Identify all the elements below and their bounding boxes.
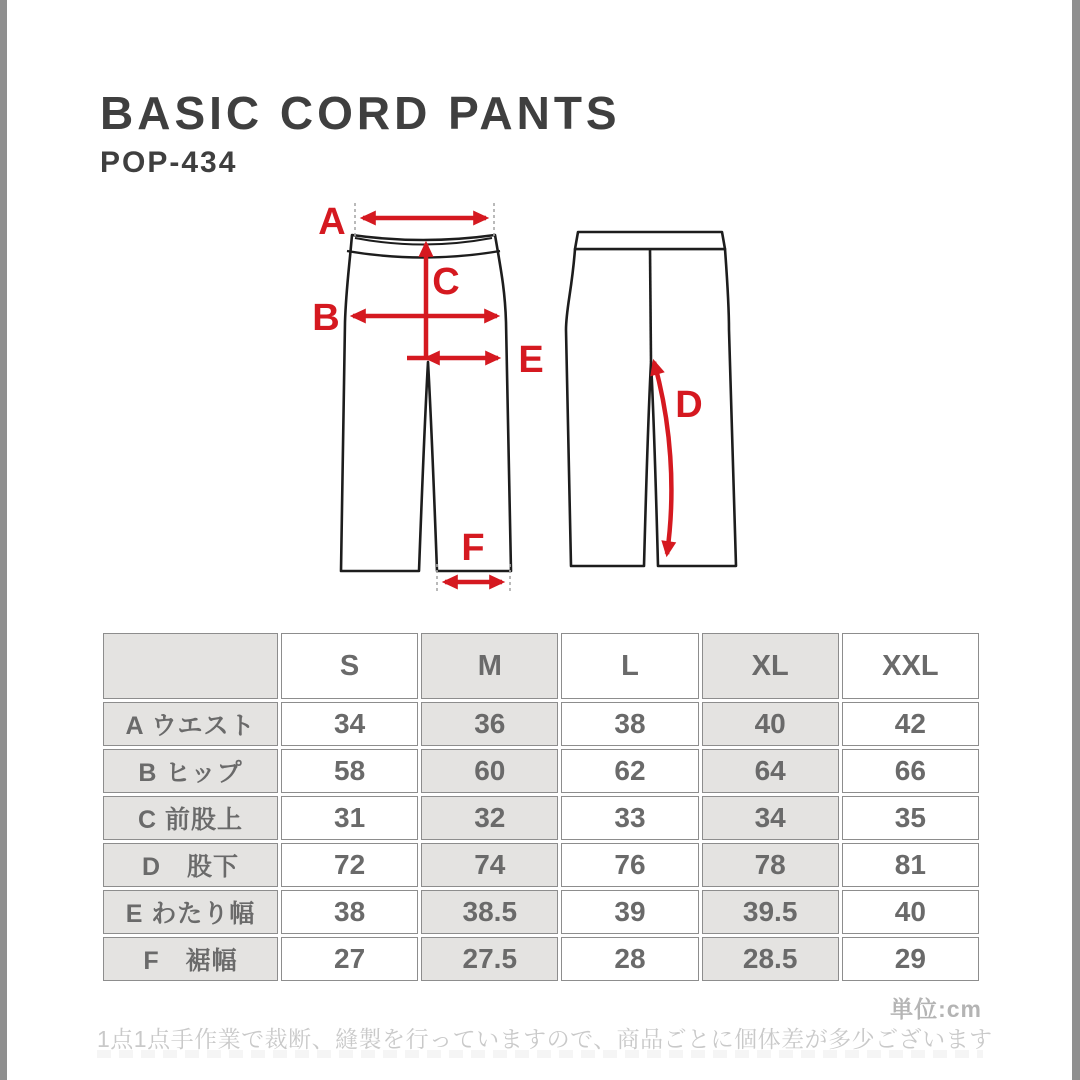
col-header-s: S <box>281 633 418 699</box>
measure-label-e: E <box>518 339 544 381</box>
table-row-inseam <box>103 843 979 887</box>
col-header-xxl: XXL <box>842 633 979 699</box>
size-cell: 32 <box>421 796 558 840</box>
unit-label: 単位:cm <box>890 996 982 1022</box>
row-label-hem-width: F 裾幅 <box>103 937 278 981</box>
size-cell: 28.5 <box>702 937 839 981</box>
pants-back-center-seam <box>650 249 651 362</box>
handmade-note: 1点1点手作業で裁断、縫製を行っていますので、商品ごとに個体差が多少ございます <box>97 1026 993 1052</box>
size-cell: 35 <box>842 796 979 840</box>
size-cell: 40 <box>702 702 839 746</box>
size-cell: 78 <box>702 843 839 887</box>
size-cell: 39.5 <box>702 890 839 934</box>
pants-back-view <box>566 232 736 566</box>
measurement-diagram <box>295 190 765 602</box>
model-number: POP-434 <box>100 146 238 179</box>
size-cell: 76 <box>561 843 698 887</box>
size-cell: 72 <box>281 843 418 887</box>
size-table-corner-cell <box>103 633 278 699</box>
col-header-l: L <box>561 633 698 699</box>
pants-back-waistband <box>575 232 725 249</box>
right-edge-strip <box>1072 0 1080 1080</box>
size-cell: 39 <box>561 890 698 934</box>
size-cell: 36 <box>421 702 558 746</box>
col-header-m: M <box>421 633 558 699</box>
size-cell: 74 <box>421 843 558 887</box>
table-row-thigh-width <box>103 890 979 934</box>
size-cell: 27.5 <box>421 937 558 981</box>
row-label-waist: A ウエスト <box>103 702 278 746</box>
table-row-waist <box>103 702 979 746</box>
table-row-hip <box>103 749 979 793</box>
size-cell: 33 <box>561 796 698 840</box>
size-cell: 81 <box>842 843 979 887</box>
measure-label-d: D <box>675 384 703 426</box>
table-row-front-rise <box>103 796 979 840</box>
page-title: BASIC CORD PANTS <box>100 87 621 139</box>
size-cell: 62 <box>561 749 698 793</box>
row-label-thigh-width: E わたり幅 <box>103 890 278 934</box>
row-label-inseam: D 股下 <box>103 843 278 887</box>
size-cell: 38 <box>561 702 698 746</box>
size-cell: 34 <box>281 702 418 746</box>
left-edge-strip <box>0 0 7 1080</box>
size-cell: 28 <box>561 937 698 981</box>
row-label-front-rise: C 前股上 <box>103 796 278 840</box>
size-cell: 31 <box>281 796 418 840</box>
size-cell: 27 <box>281 937 418 981</box>
size-cell: 29 <box>842 937 979 981</box>
size-table-header-row <box>103 633 979 699</box>
size-cell: 38.5 <box>421 890 558 934</box>
size-cell: 40 <box>842 890 979 934</box>
col-header-xl: XL <box>702 633 839 699</box>
size-cell: 60 <box>421 749 558 793</box>
size-table <box>100 630 982 984</box>
measure-label-b: B <box>312 297 340 339</box>
measure-label-a: A <box>318 201 346 243</box>
size-cell: 58 <box>281 749 418 793</box>
size-cell: 38 <box>281 890 418 934</box>
measure-label-c: C <box>432 261 460 303</box>
size-cell: 42 <box>842 702 979 746</box>
size-cell: 64 <box>702 749 839 793</box>
size-cell: 34 <box>702 796 839 840</box>
cutoff-text-remnant <box>97 1050 983 1058</box>
table-row-hem-width <box>103 937 979 981</box>
row-label-hip: B ヒップ <box>103 749 278 793</box>
measure-label-f: F <box>461 527 485 569</box>
size-cell: 66 <box>842 749 979 793</box>
